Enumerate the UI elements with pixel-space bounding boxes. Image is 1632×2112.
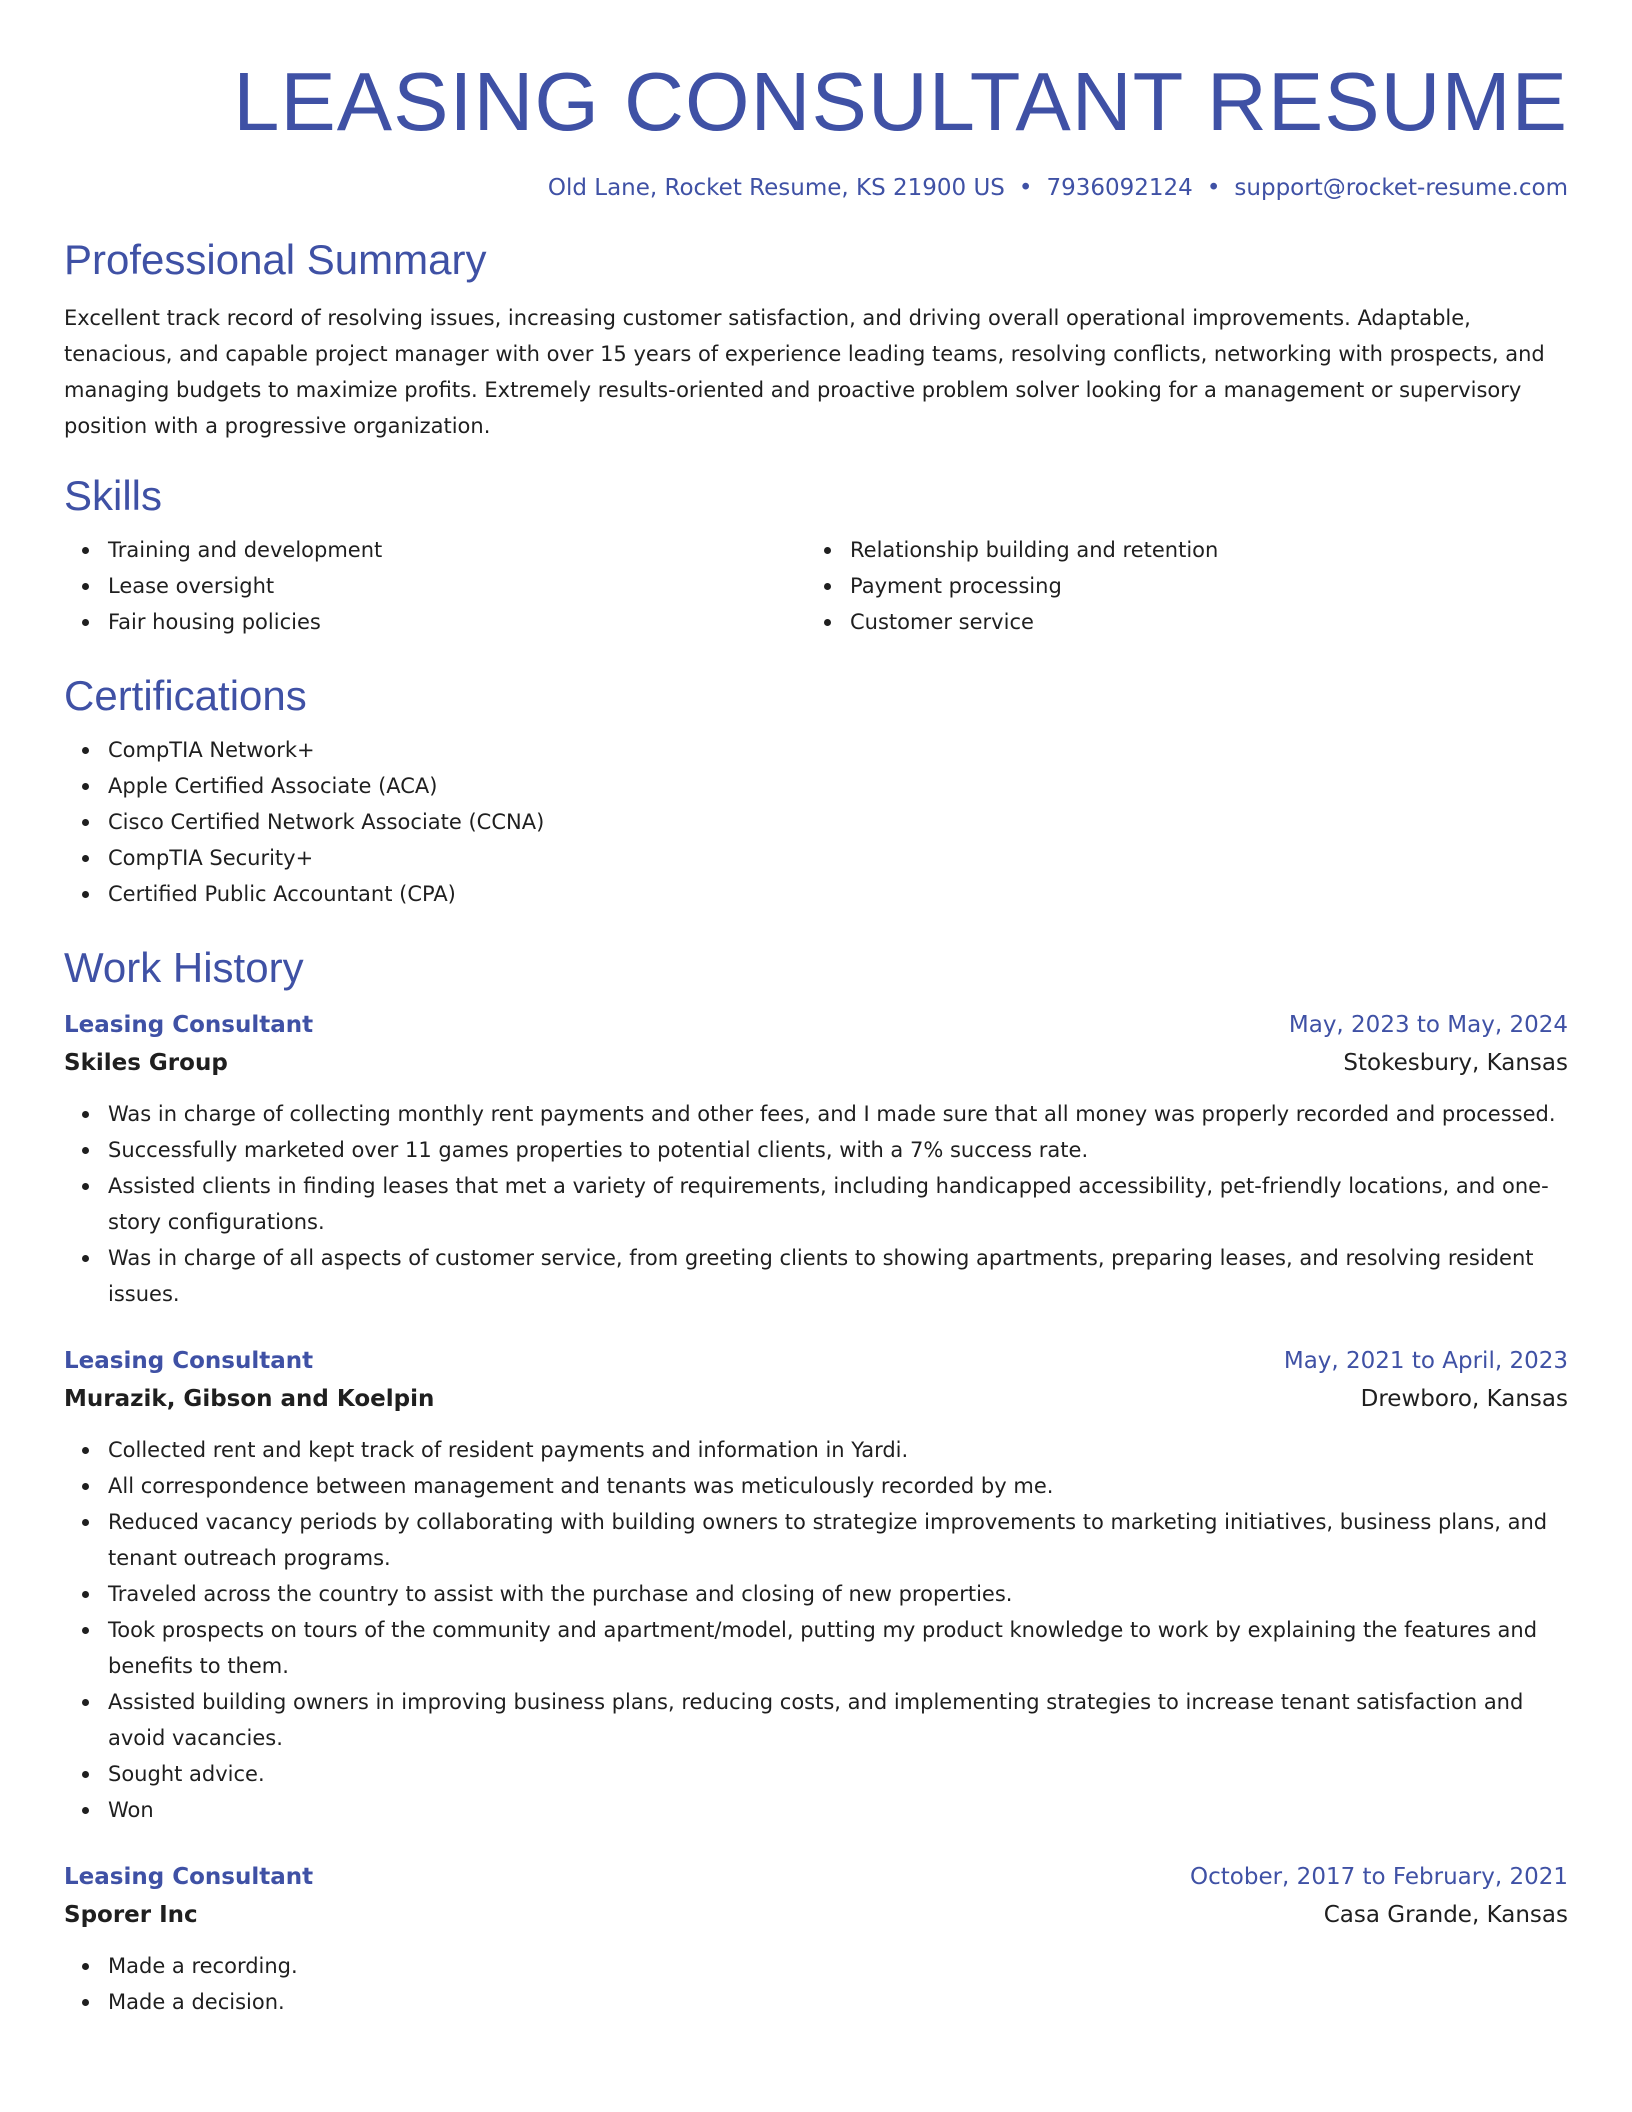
skill-item: Training and development xyxy=(108,532,806,568)
job-entry xyxy=(64,1858,1568,2020)
job-entry xyxy=(64,1006,1568,1312)
contact-email[interactable]: support@rocket-resume.com xyxy=(1234,175,1568,201)
job-company: Murazik, Gibson and Koelpin xyxy=(64,1386,435,1412)
job-bullet: Successfully marketed over 11 games properties to potential clients, with a 7% success rate. xyxy=(108,1132,1568,1168)
job-title: Leasing Consultant xyxy=(64,1348,314,1374)
job-bullet: All correspondence between management and tenants was meticulously recorded by me. xyxy=(108,1468,1568,1504)
contact-address: Old Lane, Rocket Resume, KS 21900 US xyxy=(547,175,1005,201)
skill-item: Fair housing policies xyxy=(108,604,806,640)
job-company: Sporer Inc xyxy=(64,1902,198,1928)
job-title: Leasing Consultant xyxy=(64,1012,314,1038)
job-dates: October, 2017 to February, 2021 xyxy=(1190,1864,1568,1890)
job-bullet: Was in charge of all aspects of customer service, from greeting clients to showing apartments, preparing leases, and resolving resident issues. xyxy=(108,1240,1568,1312)
job-bullets xyxy=(64,1096,1568,1312)
certifications-heading: Certifications xyxy=(64,672,307,719)
job-title: Leasing Consultant xyxy=(64,1864,314,1890)
job-bullet: Took prospects on tours of the community and apartment/model, putting my product knowledge to work by explaining the features and benefits to them. xyxy=(108,1612,1568,1684)
skill-item: Relationship building and retention xyxy=(850,532,1548,568)
job-company: Skiles Group xyxy=(64,1050,228,1076)
job-dates: May, 2023 to May, 2024 xyxy=(1288,1012,1568,1038)
job-bullet: Reduced vacancy periods by collaborating with building owners to strategize improvements to marketing initiatives, business plans, and tenant outreach programs. xyxy=(108,1504,1568,1576)
job-bullet: Was in charge of collecting monthly rent payments and other fees, and I made sure that all money was properly recorded and processed. xyxy=(108,1096,1568,1132)
contact-separator: • xyxy=(1018,175,1033,201)
certification-item: CompTIA Security+ xyxy=(108,840,1568,876)
certification-item: CompTIA Network+ xyxy=(108,732,1568,768)
job-bullets xyxy=(64,1948,1568,2020)
work-history-heading: Work History xyxy=(64,944,304,991)
certification-item: Certified Public Accountant (CPA) xyxy=(108,876,1568,912)
skills-grid xyxy=(64,532,1568,640)
job-location: Casa Grande, Kansas xyxy=(1323,1902,1568,1928)
skills-list-right xyxy=(806,532,1548,640)
job-bullet: Made a decision. xyxy=(108,1984,1568,2020)
skills-heading: Skills xyxy=(64,472,163,519)
resume-title: LEASING CONSULTANT RESUME xyxy=(233,55,1568,148)
skill-item: Lease oversight xyxy=(108,568,806,604)
job-bullet: Made a recording. xyxy=(108,1948,1568,1984)
job-bullet: Collected rent and kept track of resident payments and information in Yardi. xyxy=(108,1432,1568,1468)
job-bullets xyxy=(64,1432,1568,1828)
certification-item: Cisco Certified Network Associate (CCNA) xyxy=(108,804,1568,840)
job-location: Stokesbury, Kansas xyxy=(1343,1050,1568,1076)
summary-heading: Professional Summary xyxy=(64,236,487,283)
contact-line xyxy=(64,172,1568,204)
job-bullet: Won xyxy=(108,1792,1568,1828)
job-bullet: Assisted clients in finding leases that met a variety of requirements, including handicapped accessibility, pet-friendly locations, and one-story configurations. xyxy=(108,1168,1568,1240)
skill-item: Payment processing xyxy=(850,568,1548,604)
contact-separator: • xyxy=(1206,175,1221,201)
certifications-list xyxy=(64,732,1568,912)
job-bullet: Sought advice. xyxy=(108,1756,1568,1792)
contact-phone: 7936092124 xyxy=(1046,175,1193,201)
skills-list-left xyxy=(64,532,806,640)
job-location: Drewboro, Kansas xyxy=(1360,1386,1568,1412)
job-entry xyxy=(64,1342,1568,1828)
job-bullet: Traveled across the country to assist with the purchase and closing of new properties. xyxy=(108,1576,1568,1612)
job-dates: May, 2021 to April, 2023 xyxy=(1283,1348,1568,1374)
job-bullet: Assisted building owners in improving business plans, reducing costs, and implementing strategies to increase tenant satisfaction and avoid vacancies. xyxy=(108,1684,1568,1756)
skill-item: Customer service xyxy=(850,604,1548,640)
summary-text: Excellent track record of resolving issues, increasing customer satisfaction, and driving overall operational improvements. Adaptable, tenacious, and capable project manager with over 15 years of experience leading teams, resolving conflicts, networking with prospects, and managing budgets to maximize profits. Extremely results-oriented and proactive problem solver looking for a management or supervisory position with a progressive organization. xyxy=(64,306,1545,438)
certification-item: Apple Certified Associate (ACA) xyxy=(108,768,1568,804)
